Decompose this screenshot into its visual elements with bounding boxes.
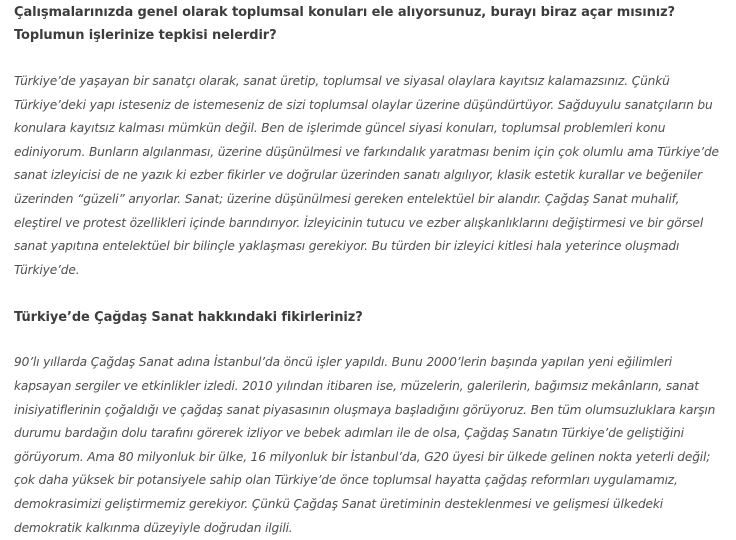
article-body — [14, 0, 726, 540]
interview-question-1: Çalışmalarınızda genel olarak toplumsal konuları ele alıyorsunuz, burayı biraz açar mısınız? Toplumun işlerinize tepkisi nelerdir? — [14, 5, 675, 43]
interview-answer-2: 90’lı yıllarda Çağdaş Sanat adına İstanbul’da öncü işler yapıldı. Bunu 2000’lerin başında yapılan yeni eğilimleri kapsayan sergiler ve etkinlikler izledi. 2010 yılından itibaren ise, müzelerin, galerilerin, bağımsız mekânların, sanat inisiyatiflerinin çoğaldığı ve çağdaş sanat piyasasının oluşmaya başladığını görüyoruz. Ben tüm olumsuzluklara karşın durumu bardağın dolu tarafını görerek izliyor ve bebek adımları ile de olsa, Çağdaş Sanatın Türkiye’de geliştiğini görüyorum. Ama 80 milyonluk bir ülke, 16 milyonluk bir İstanbul’da, G20 üyesi bir ülkede gelinen nokta yeterli değil; çok daha yüksek bir potansiyele sahip olan Türkiye’de önce toplumsal hayatta çağdaş reformları uygulamamız, demokrasimizi geliştirmemiz gerekiyor. Çünkü Çağdaş Sanat üretiminin desteklenmesi ve gelişmesi ülkedeki demokratik kalkınma düzeyiyle doğrudan ilgili. — [14, 355, 716, 535]
interview-answer-1: Türkiye’de yaşayan bir sanatçı olarak, sanat üretip, toplumsal ve siyasal olaylara kayıtsız kalamazsınız. Çünkü Türkiye’deki yapı isteseniz de istemeseniz de sizi toplumsal olaylar üzerine düşündürtüyor. Sağduyulu sanatçıların bu konulara kayıtsız kalması mümkün değil. Ben de işlerimde güncel siyasi konuları, toplumsal problemleri konu ediniyorum. Bunların algılanması, üzerine düşünülmesi ve farkındalık yaratması benim için çok olumlu ama Türkiye’de sanat izleyicisi de ne yazık ki ezber fikirler ve doğrular üzerinden sanatı algılıyor, klasik estetik kurallar ve beğeniler üzerinden “güzeli” arıyorlar. Sanat; üzerine düşünülmesi gereken entelektüel bir alandır. Çağdaş Sanat muhalif, eleştirel ve protest özellikleri içinde barındırıyor. İzleyicinin tutucu ve ezber alışkanlıklarını değiştirmesi ve bir görsel sanat yapıtına entelektüel bir bilinçle yaklaşması gerekiyor. Bu türden bir izleyici kitlesi hala yeterince oluşmadı Türkiye’de. — [14, 74, 719, 277]
interview-question-2: Türkiye’de Çağdaş Sanat hakkındaki fikirleriniz? — [14, 310, 363, 326]
